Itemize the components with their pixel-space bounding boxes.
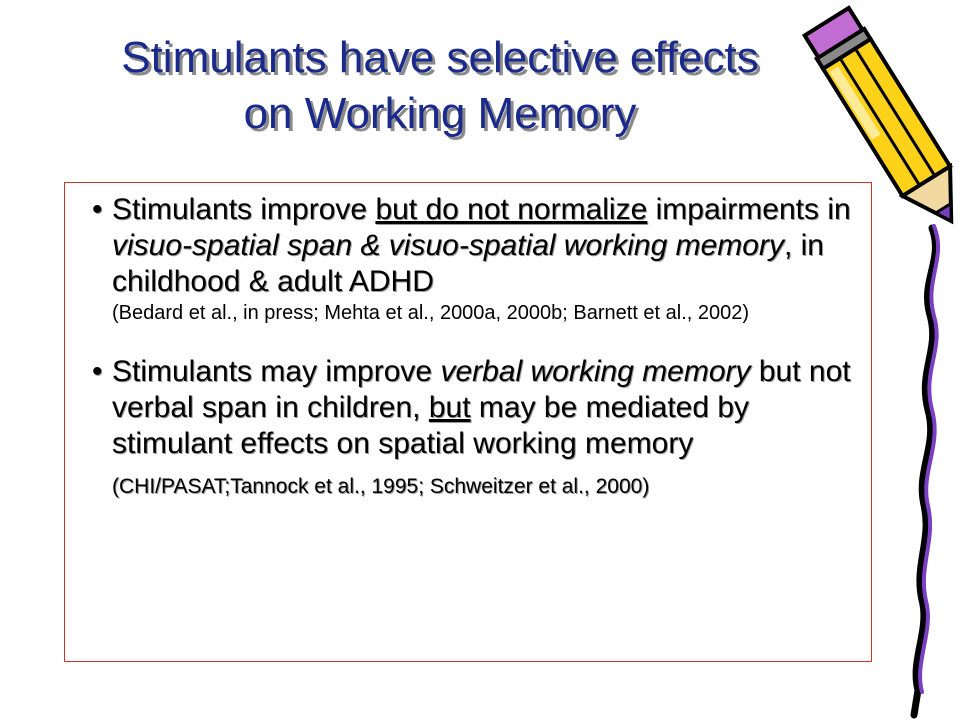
bullet2-text-1: Stimulants may improve [112, 355, 441, 388]
bullet1-italic: visuo-spatial span & visuo-spatial working memory [112, 229, 784, 262]
bullet2-reference: (CHI/PASAT;Tannock et al., 1995; Schweitzer et al., 2000) [112, 475, 650, 498]
bullet-item-2 [86, 354, 866, 512]
bullet2-text-5: may be mediated by stimulant effects on spatial working memory [112, 391, 750, 460]
bullet1-underlined: but do not normalize [375, 193, 648, 226]
bullet2-italic: verbal working memory [440, 355, 751, 388]
title-line-2: on Working Memory [243, 89, 637, 138]
bullet1-reference: (Bedard et al., in press; Mehta et al., 2000a, 2000b; Barnett et al., 2002) [112, 302, 750, 324]
bullet-list [86, 192, 866, 512]
bullet-item-1 [86, 192, 866, 326]
bullet1-text-5: , in childhood & adult ADHD [112, 229, 824, 298]
squiggle-line-icon [900, 220, 960, 720]
slide-title [20, 30, 860, 142]
bullet1-text-3: impairments in [647, 193, 851, 226]
bullet2-text-3: but not verbal span in children, [112, 355, 851, 424]
bullet2-underlined: but [428, 391, 471, 424]
bullet1-text-1: Stimulants improve [112, 193, 376, 226]
title-line-1: Stimulants have selective effects [121, 33, 759, 82]
pencil-icon [800, 0, 960, 230]
